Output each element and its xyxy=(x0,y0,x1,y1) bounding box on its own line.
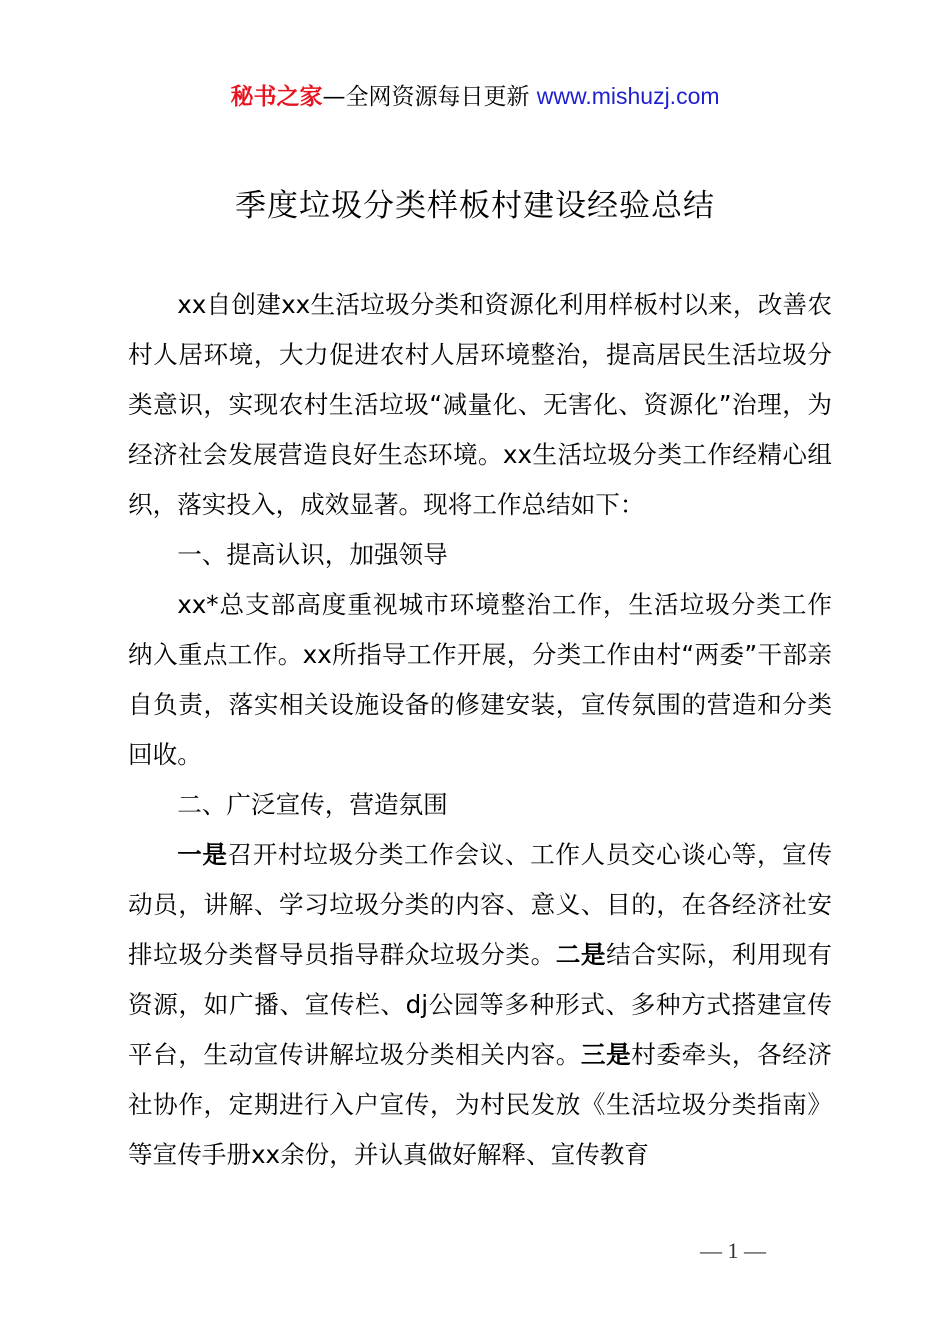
section-2-heading: 二、广泛宣传，营造氛围 xyxy=(177,790,448,819)
site-url-link[interactable]: www.mishuzj.com xyxy=(536,83,720,109)
document-title: 季度垃圾分类样板村建设经验总结 xyxy=(235,188,715,224)
section-1-paragraph: xx*总支部高度重视城市环境整治工作，生活垃圾分类工作纳入重点工作。xx所指导工作开展，分类工作由村“两委”干部亲自负责，落实相关设施设备的修建安装，宣传氛围的营造和分类回收。 xyxy=(128,590,832,769)
point-3-text: 村委牵头，各经济社协作，定期进行入户宣传，为村民发放《生活垃圾分类指南》等宣传手册xx余份，并认真做好解释、宣传教育 xyxy=(128,1040,832,1169)
intro-paragraph: xx自创建xx生活垃圾分类和资源化利用样板村以来，改善农村人居环境，大力促进农村人居环境整治，提高居民生活垃圾分类意识，实现农村生活垃圾“减量化、无害化、资源化”治理，为经济社会发展营造良好生态环境。xx生活垃圾分类工作经精心组织，落实投入，成效显著。现将工作总结如下： xyxy=(128,290,832,519)
point-3-lead: 三是 xyxy=(580,1040,632,1069)
section-2-paragraph xyxy=(128,830,832,1180)
document-body xyxy=(128,280,832,1180)
section-1-heading: 一、提高认识，加强领导 xyxy=(177,540,448,569)
site-tagline: —全网资源每日更新 xyxy=(322,84,537,110)
point-2-lead: 二是 xyxy=(555,940,607,969)
page-number: — 1 — xyxy=(700,1238,766,1263)
point-1-text: 召开村垃圾分类工作会议、工作人员交心谈心等，宣传动员，讲解、学习垃圾分类的内容、意义、目的，在各经济社安排垃圾分类督导员指导群众垃圾分类。 xyxy=(128,840,832,969)
point-2-text: 结合实际，利用现有资源，如广播、宣传栏、dj公园等多种形式、多种方式搭建宣传平台，生动宣传讲解垃圾分类相关内容。 xyxy=(128,940,832,1069)
site-header xyxy=(0,80,950,113)
site-brand: 秘书之家 xyxy=(230,84,323,110)
point-1-lead: 一是 xyxy=(177,840,228,869)
